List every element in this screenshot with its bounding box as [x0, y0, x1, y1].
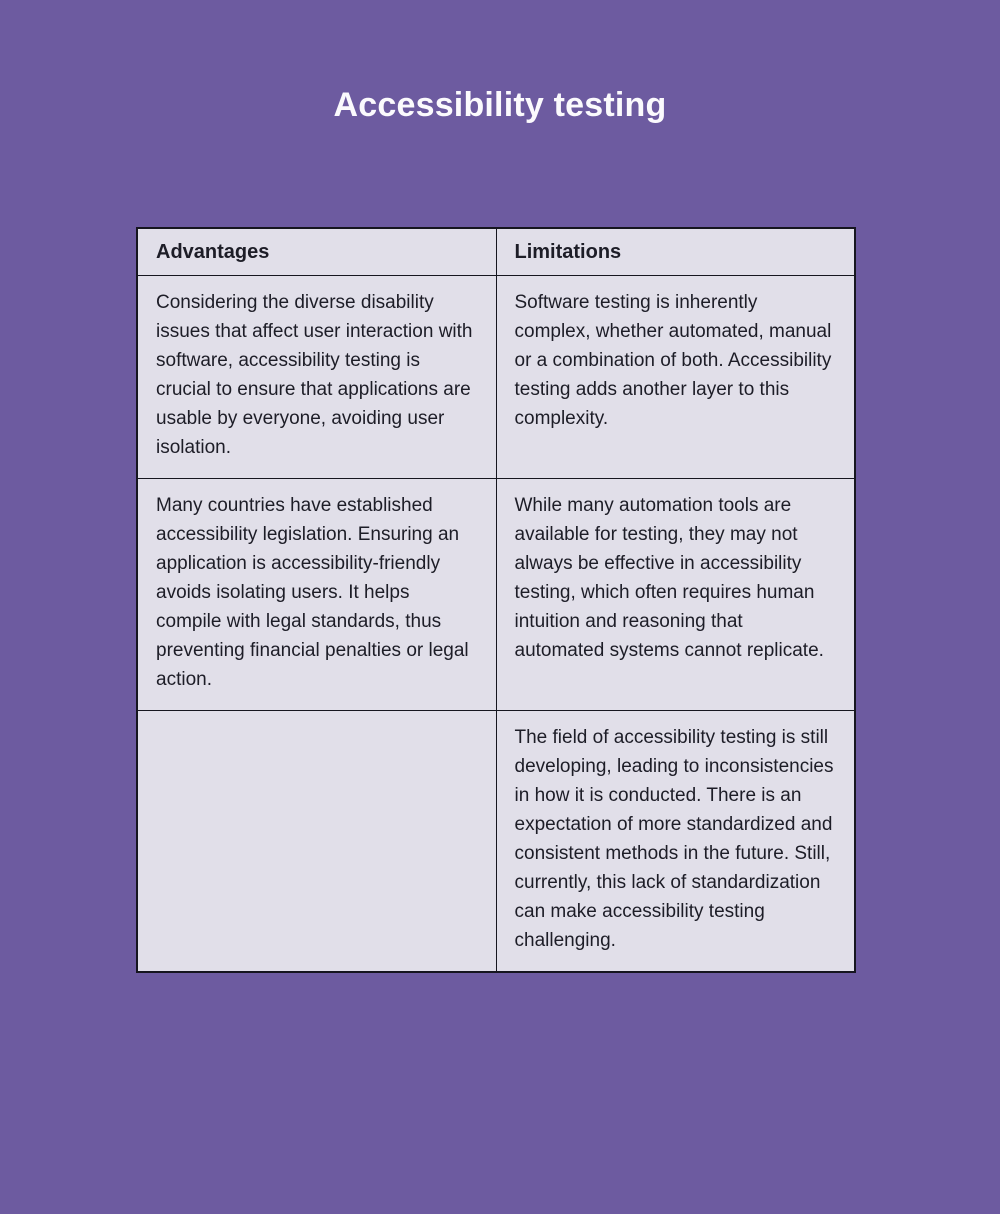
table-cell-advantages-empty: [137, 711, 496, 973]
table-cell-advantages: Many countries have established accessibility legislation. Ensuring an application is accessibility-friendly avoids isolating users. It helps compile with legal standards, thus preventing financial penalties or legal action.: [137, 479, 496, 711]
table-row: [137, 479, 855, 711]
column-header-advantages: Advantages: [137, 228, 496, 276]
table-header-row: [137, 228, 855, 276]
table-cell-limitations: The field of accessibility testing is still developing, leading to inconsistencies in how it is conducted. There is an expectation of more standardized and consistent methods in the future. Still, currently, this lack of standardization can make accessibility testing challenging.: [496, 711, 855, 973]
table-row: [137, 711, 855, 973]
page-title: Accessibility testing: [333, 86, 667, 124]
table-row: [137, 276, 855, 479]
comparison-table: [136, 227, 856, 973]
column-header-limitations: Limitations: [496, 228, 855, 276]
table-cell-limitations: Software testing is inherently complex, whether automated, manual or a combination of both. Accessibility testing adds another layer to this complexity.: [496, 276, 855, 479]
table-cell-limitations: While many automation tools are available for testing, they may not always be effective in accessibility testing, which often requires human intuition and reasoning that automated systems cannot replicate.: [496, 479, 855, 711]
table-cell-advantages: Considering the diverse disability issues that affect user interaction with software, accessibility testing is crucial to ensure that applications are usable by everyone, avoiding user isolation.: [137, 276, 496, 479]
